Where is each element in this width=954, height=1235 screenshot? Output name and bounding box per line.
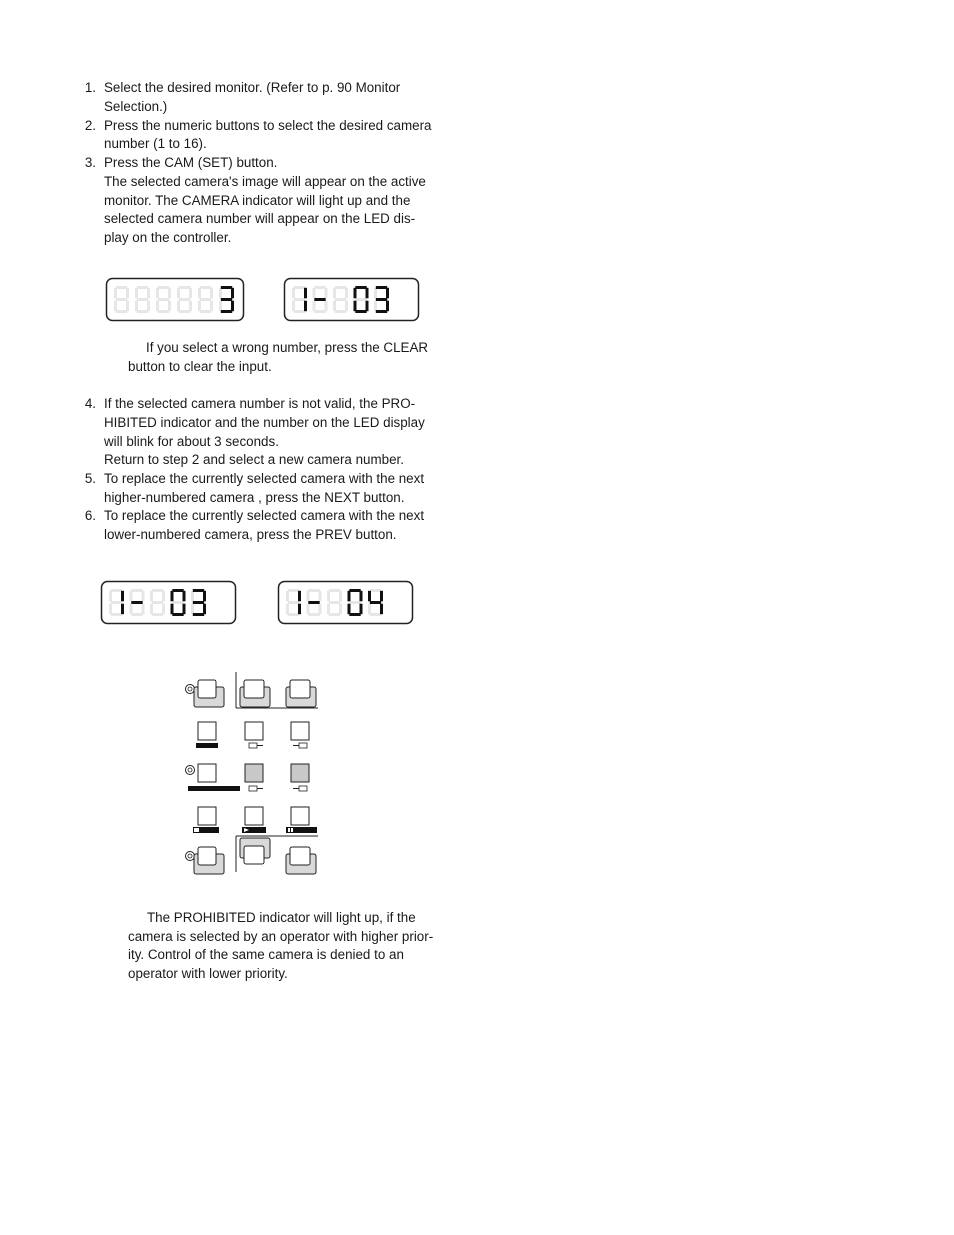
led-segment-on [203, 591, 206, 602]
led-segment-off [114, 288, 117, 299]
led-segment-on [171, 591, 174, 602]
step-number: 6. [84, 508, 96, 523]
led-segment-off [325, 301, 328, 312]
led-segment-on [380, 591, 383, 602]
led-segment-off [198, 288, 201, 299]
led-segment-off [329, 589, 340, 592]
note-line: operator with lower priority. [128, 966, 288, 981]
led-segment-off [137, 298, 148, 301]
key[interactable] [193, 807, 219, 833]
led-segment-off [335, 310, 346, 313]
led-segment-off [142, 591, 145, 602]
led-segment-off [150, 604, 153, 615]
led-segment-off [335, 298, 346, 301]
led-segment-on [172, 613, 183, 616]
step-line: monitor. The CAMERA indicator will light up and the [104, 193, 411, 208]
led-segment-on [221, 286, 232, 289]
prohibited-key[interactable] [186, 764, 241, 791]
led-segment-on [354, 301, 357, 312]
step-number: 4. [84, 396, 96, 411]
led-segment-off [147, 301, 150, 312]
led-segment-off [198, 301, 201, 312]
led-segment-on [370, 601, 381, 604]
led-segment-off [349, 601, 360, 604]
note-line: The PROHIBITED indicator will light up, if the [147, 910, 416, 925]
led-segment-off [135, 301, 138, 312]
led-segment-off [191, 604, 194, 615]
led-segment-off [307, 604, 310, 615]
led-segment-off [137, 286, 148, 289]
led-segment-on [121, 604, 124, 615]
led-segment-off [116, 286, 127, 289]
led-segment-off [219, 288, 222, 299]
led-segment-on [183, 604, 186, 615]
led-segment-on [221, 298, 232, 301]
led-segment-on [366, 301, 369, 312]
led-display-after [277, 580, 414, 625]
led-segment-on [203, 604, 206, 615]
controller-key-panel [160, 660, 330, 880]
led-segment-off [370, 589, 381, 592]
key[interactable] [186, 847, 225, 874]
led-segment-off [374, 301, 377, 312]
led-display-before [100, 580, 237, 625]
led-segment-on [231, 301, 234, 312]
led-segment-on [183, 591, 186, 602]
step-line: play on the controller. [104, 230, 232, 245]
led-segment-off [172, 601, 183, 604]
led-segment-off [325, 288, 328, 299]
led-segment-on [298, 604, 301, 615]
led-segment-off [319, 591, 322, 602]
led-segment-off [292, 301, 295, 312]
led-segment-off [308, 613, 319, 616]
led-segment-off [288, 601, 299, 604]
led-segment-off [368, 604, 371, 615]
led-segment-off [307, 591, 310, 602]
step-line: To replace the currently selected camera with the next [104, 508, 425, 523]
led-segment-on [376, 286, 387, 289]
led-segment-off [370, 613, 381, 616]
led-segment-off [152, 589, 163, 592]
led-segment-on [314, 298, 325, 301]
led-segment-on [304, 288, 307, 299]
led-segment-on [193, 613, 204, 616]
led-segment-on [172, 589, 183, 592]
led-segment-off [210, 301, 213, 312]
led-segment-off [292, 288, 295, 299]
led-segment-on [386, 301, 389, 312]
led-segment-on [348, 604, 351, 615]
led-segment-on [171, 604, 174, 615]
led-segment-off [111, 589, 122, 592]
led-segment-on [131, 601, 142, 604]
step-line: higher-numbered camera , press the NEXT button. [104, 490, 405, 505]
led-segment-off [219, 301, 222, 312]
led-segment-on [366, 288, 369, 299]
led-segment-off [111, 613, 122, 616]
led-segment-off [179, 286, 190, 289]
led-segment-off [333, 301, 336, 312]
led-segment-off [286, 591, 289, 602]
step-line: Press the CAM (SET) button. [104, 155, 278, 170]
led-segment-on [349, 589, 360, 592]
led-segment-off [109, 591, 112, 602]
led-segment-off [210, 288, 213, 299]
step-line: To replace the currently selected camera with the next [104, 471, 425, 486]
step-line: Select the desired monitor. (Refer to p. 90 Monitor [104, 80, 401, 95]
led-segment-off [355, 298, 366, 301]
led-segment-off [168, 301, 171, 312]
step-line: Selection.) [104, 99, 168, 114]
key[interactable] [286, 847, 316, 874]
led-segment-off [116, 310, 127, 313]
led-segment-off [329, 613, 340, 616]
led-segment-off [200, 310, 211, 313]
step-line: Press the numeric buttons to select the desired camera [104, 118, 432, 133]
led-segment-off [158, 286, 169, 289]
led-segment-on [376, 298, 387, 301]
led-segment-on [308, 601, 319, 604]
note-line: camera is selected by an operator with higher prior- [128, 929, 434, 944]
led-segment-off [327, 604, 330, 615]
led-segment-off [286, 604, 289, 615]
led-segment-on [193, 589, 204, 592]
led-segment-off [130, 591, 133, 602]
led-segment-off [200, 286, 211, 289]
led-segment-off [158, 310, 169, 313]
step-line: If the selected camera number is not valid, the PRO- [104, 396, 416, 411]
led-segment-off [131, 613, 142, 616]
camera-key[interactable] [186, 680, 225, 707]
led-segment-on [368, 591, 371, 602]
led-segment-on [355, 286, 366, 289]
key[interactable] [245, 722, 263, 748]
led-segment-off [156, 301, 159, 312]
led-segment-on [231, 288, 234, 299]
led-segment-on [298, 591, 301, 602]
key[interactable] [240, 838, 270, 864]
step-line: number (1 to 16). [104, 136, 207, 151]
note-line: button to clear the input. [128, 359, 272, 374]
led-segment-off [189, 301, 192, 312]
led-segment-off [109, 604, 112, 615]
led-segment-off [135, 288, 138, 299]
led-segment-on [349, 613, 360, 616]
step-line: HIBITED indicator and the number on the LED display [104, 415, 425, 430]
key[interactable] [291, 722, 309, 748]
led-segment-on [355, 310, 366, 313]
step-line: selected camera number will appear on the LED dis- [104, 211, 416, 226]
led-segment-on [380, 604, 383, 615]
step-number: 5. [84, 471, 96, 486]
led-segment-off [150, 591, 153, 602]
led-segment-off [200, 298, 211, 301]
key[interactable] [196, 722, 218, 748]
led-segment-off [114, 301, 117, 312]
led-segment-off [339, 604, 342, 615]
led-segment-on [304, 301, 307, 312]
led-segment-off [333, 288, 336, 299]
key[interactable] [291, 764, 309, 791]
led-display-monitor-camera [283, 277, 420, 322]
led-segment-off [294, 310, 305, 313]
led-segment-off [162, 591, 165, 602]
led-segment-on [221, 310, 232, 313]
led-display-input [105, 277, 245, 322]
led-segment-on [386, 288, 389, 299]
led-segment-off [137, 310, 148, 313]
led-segment-off [319, 604, 322, 615]
led-segment-off [126, 288, 129, 299]
led-segment-off [126, 301, 129, 312]
led-segment-off [294, 286, 305, 289]
key[interactable] [286, 680, 316, 707]
led-segment-off [329, 601, 340, 604]
led-segment-off [116, 298, 127, 301]
led-segment-off [189, 288, 192, 299]
key[interactable] [240, 680, 270, 707]
step-line: Return to step 2 and select a new camera number. [104, 452, 404, 467]
led-segment-off [162, 604, 165, 615]
led-segment-off [374, 288, 377, 299]
led-segment-off [335, 286, 346, 289]
led-segment-off [147, 288, 150, 299]
step-number: 2. [84, 118, 96, 133]
step-line: lower-numbered camera, press the PREV button. [104, 527, 397, 542]
led-segment-off [130, 604, 133, 615]
led-segment-off [313, 301, 316, 312]
led-segment-off [131, 589, 142, 592]
led-segment-off [191, 591, 194, 602]
led-segment-on [354, 288, 357, 299]
led-segment-off [177, 288, 180, 299]
led-segment-off [152, 601, 163, 604]
led-segment-off [313, 288, 316, 299]
led-segment-off [111, 601, 122, 604]
led-segment-off [179, 298, 190, 301]
key[interactable] [242, 807, 266, 833]
led-segment-off [345, 301, 348, 312]
led-segment-off [327, 591, 330, 602]
led-segment-off [308, 589, 319, 592]
led-segment-on [376, 310, 387, 313]
led-segment-off [179, 310, 190, 313]
key[interactable] [245, 764, 263, 791]
led-segment-on [360, 591, 363, 602]
led-segment-on [193, 601, 204, 604]
led-segment-off [142, 604, 145, 615]
note-line: If you select a wrong number, press the CLEAR [146, 340, 429, 355]
step-number: 1. [84, 80, 96, 95]
led-segment-off [168, 288, 171, 299]
key[interactable] [286, 807, 317, 833]
step-line: The selected camera's image will appear on the active [104, 174, 426, 189]
led-segment-off [177, 301, 180, 312]
led-segment-off [294, 298, 305, 301]
led-segment-off [158, 298, 169, 301]
step-number: 3. [84, 155, 96, 170]
step-line: will blink for about 3 seconds. [104, 434, 279, 449]
led-segment-on [360, 604, 363, 615]
led-segment-on [121, 591, 124, 602]
led-segment-off [339, 591, 342, 602]
led-segment-off [288, 589, 299, 592]
led-segment-off [152, 613, 163, 616]
led-segment-off [156, 288, 159, 299]
led-segment-off [314, 310, 325, 313]
led-segment-off [314, 286, 325, 289]
led-segment-off [345, 288, 348, 299]
led-segment-off [288, 613, 299, 616]
led-segment-on [348, 591, 351, 602]
note-line: ity. Control of the same camera is denied to an [128, 947, 404, 962]
